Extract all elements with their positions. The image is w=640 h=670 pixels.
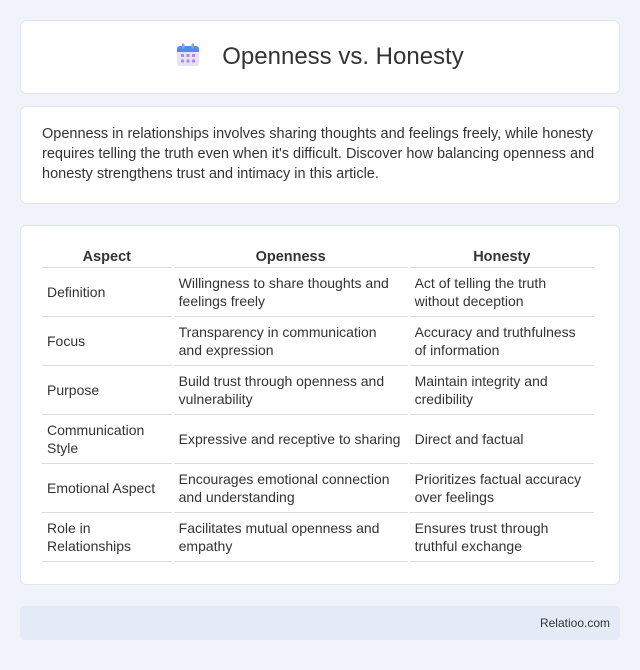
table-cell-aspect: Focus — [42, 317, 172, 366]
table-cell-openness: Transparency in communication and expression — [174, 317, 408, 366]
table-cell-openness: Build trust through openness and vulnerability — [174, 366, 408, 415]
table-cell-honesty: Maintain integrity and credibility — [410, 366, 594, 415]
table-cell-aspect: Role in Relationships — [42, 513, 172, 562]
table-cell-honesty: Prioritizes factual accuracy over feelings — [410, 464, 594, 513]
column-header-honesty: Honesty — [410, 246, 594, 268]
table-cell-aspect: Purpose — [42, 366, 172, 415]
comparison-table — [40, 246, 596, 562]
table-cell-openness: Facilitates mutual openness and empathy — [174, 513, 408, 562]
intro-text: Openness in relationships involves sharing thoughts and feelings freely, while honesty requires telling the truth even when it's difficult. Discover how balancing openness and honesty strengthens trust and intimacy in this article. — [42, 126, 595, 182]
footer — [20, 606, 620, 640]
table-cell-honesty: Act of telling the truth without deception — [410, 268, 594, 317]
title-card — [20, 20, 620, 94]
table-cell-openness: Willingness to share thoughts and feelings freely — [174, 268, 408, 317]
table-cell-honesty: Direct and factual — [410, 415, 594, 464]
column-header-openness: Openness — [174, 246, 408, 268]
table-row — [42, 317, 594, 366]
calendar-icon — [176, 43, 200, 67]
table-cell-openness: Encourages emotional connection and understanding — [174, 464, 408, 513]
table-cell-honesty: Accuracy and truthfulness of information — [410, 317, 594, 366]
footer-brand[interactable]: Relatioo.com — [539, 616, 610, 630]
table-row — [42, 415, 594, 464]
table-row — [42, 366, 594, 415]
table-cell-aspect: Emotional Aspect — [42, 464, 172, 513]
table-row — [42, 513, 594, 562]
table-cell-aspect: Definition — [42, 268, 172, 317]
table-cell-aspect: Communication Style — [42, 415, 172, 464]
comparison-table-card — [20, 225, 620, 585]
intro-card — [20, 106, 620, 204]
table-row — [42, 268, 594, 317]
table-cell-honesty: Ensures trust through truthful exchange — [410, 513, 594, 562]
table-row — [42, 464, 594, 513]
table-header-row — [42, 246, 594, 268]
page-title: Openness vs. Honesty — [222, 43, 464, 70]
table-cell-openness: Expressive and receptive to sharing — [174, 415, 408, 464]
column-header-aspect: Aspect — [42, 246, 172, 268]
